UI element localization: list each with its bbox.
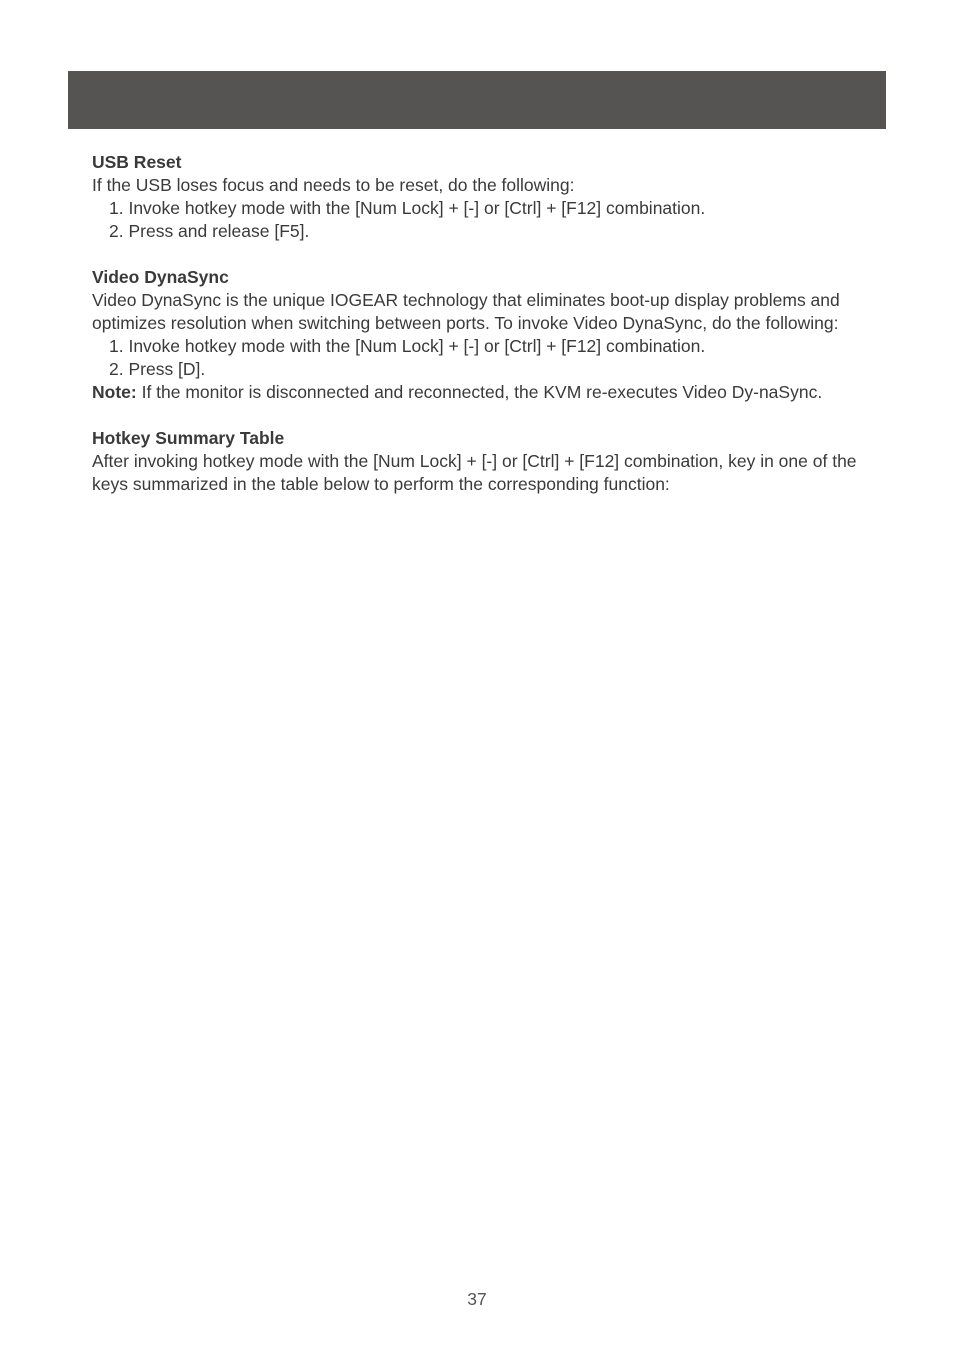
usb-reset-heading: USB Reset	[92, 152, 182, 172]
usb-reset-steps	[92, 197, 867, 243]
section-hotkey-summary	[92, 427, 867, 496]
video-dynasync-heading: Video DynaSync	[92, 267, 229, 287]
section-usb-reset	[92, 151, 867, 243]
hotkey-summary-intro: After invoking hotkey mode with the [Num Lock] + [-] or [Ctrl] + [F12] combination, key in one of the keys summarized in the table below to perform the corresponding function:	[92, 451, 857, 494]
section-video-dynasync	[92, 266, 867, 404]
usb-reset-step-1: 1. Invoke hotkey mode with the [Num Lock] + [-] or [Ctrl] + [F12] combination.	[109, 198, 706, 218]
page-number: 37	[467, 1289, 487, 1309]
header-bar	[68, 71, 886, 129]
note-text: If the monitor is disconnected and reconnected, the KVM re-executes Video Dy-naSync.	[136, 382, 823, 402]
page-content	[92, 151, 867, 519]
video-dynasync-intro: Video DynaSync is the unique IOGEAR technology that eliminates boot-up display problems and optimizes resolution when switching between ports. To invoke Video DynaSync, do the following:	[92, 290, 840, 333]
usb-reset-step-2: 2. Press and release [F5].	[109, 221, 310, 241]
video-dynasync-steps	[92, 335, 867, 381]
video-dynasync-step-1: 1. Invoke hotkey mode with the [Num Lock] + [-] or [Ctrl] + [F12] combination.	[109, 336, 706, 356]
video-dynasync-step-2: 2. Press [D].	[109, 359, 206, 379]
hotkey-summary-heading: Hotkey Summary Table	[92, 428, 285, 448]
note-label: Note:	[92, 382, 137, 402]
video-dynasync-note	[92, 381, 867, 404]
usb-reset-intro: If the USB loses focus and needs to be reset, do the following:	[92, 175, 575, 195]
